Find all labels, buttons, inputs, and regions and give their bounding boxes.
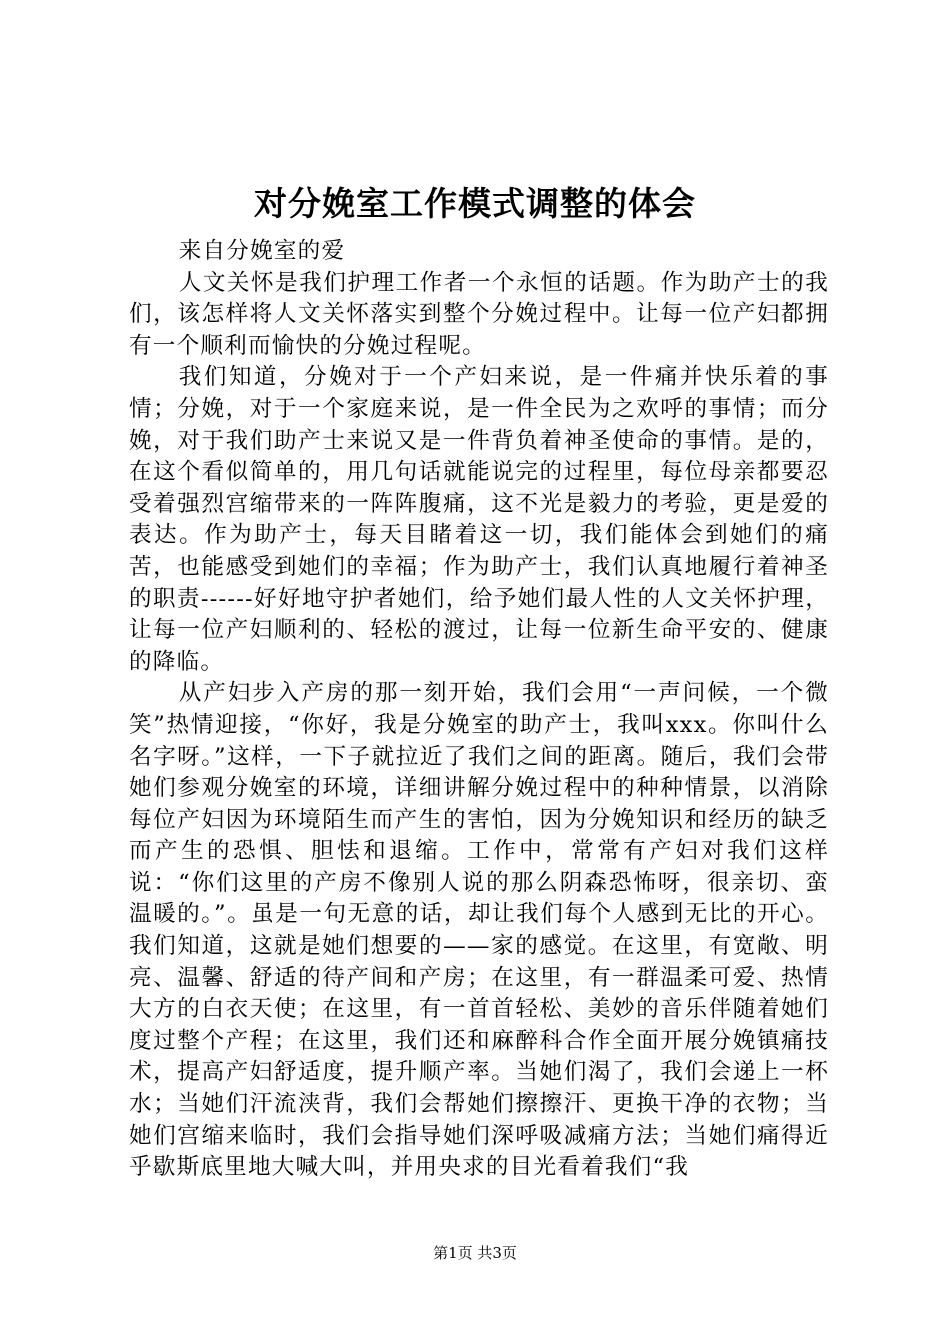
paragraph-3: 从产妇步入产房的那一刻开始，我们会用“一声问候，一个微笑”热情迎接，“你好，我是分娩室的助产士，我叫xxx。你叫什么名字呀。”这样，一下子就拉近了我们之间的距离。随后，我们会带她们参观分娩室的环境，详细讲解分娩过程中的种种情景，以消除每位产妇因为环境陌生而产生的害怕，因为分娩知识和经历的缺乏而产生的恐惧、胆怯和退缩。工作中，常常有产妇对我们这样说：“你们这里的产房不像别人说的那么阴森恐怖呀，很亲切、蛮温暖的。”。虽是一句无意的话，却让我们每个人感到无比的开心。我们知道，这就是她们想要的——家的感觉。在这里，有宽敞、明亮、温馨、舒适的待产间和产房；在这里，有一群温柔可爱、热情大方的白衣天使；在这里，有一首首轻松、美妙的音乐伴随着她们度过整个产程；在这里，我们还和麻醉科合作全面开展分娩镇痛技术，提高产妇舒适度，提升顺产率。当她们渴了，我们会递上一杯水；当她们汗流浃背，我们会帮她们擦擦汗、更换干净的衣物；当她们宫缩来临时，我们会指导她们深呼吸减痛方法；当她们痛得近乎歇斯底里地大喊大叫，并用央求的目光看着我们“我 bbox=[129, 680, 829, 1181]
document-body bbox=[129, 236, 829, 1184]
paragraph-2: 我们知道，分娩对于一个产妇来说，是一件痛并快乐着的事情；分娩，对于一个家庭来说，是一件全民为之欢呼的事情；而分娩，对于我们助产士来说又是一件背负着神圣使命的事情。是的，在这个看似简单的，用几句话就能说完的过程里，每位母亲都要忍受着强烈宫缩带来的一阵阵腹痛，这不光是毅力的考验，更是爱的表达。作为助产士，每天目睹着这一切，我们能体会到她们的痛苦，也能感受到她们的幸福；作为助产士，我们认真地履行着神圣的职责------好好地守护者她们，给予她们最人性的人文关怀护理，让每一位产妇顺利的、轻松的渡过，让每一位新生命平安的、健康的降临。 bbox=[129, 364, 829, 675]
subtitle-line: 来自分娩室的爱 bbox=[178, 238, 346, 264]
page-footer: 第1页 共3页 bbox=[433, 1244, 517, 1262]
document-title: 对分娩室工作模式调整的体会 bbox=[254, 184, 696, 223]
paragraph-1: 人文关怀是我们护理工作者一个永恒的话题。作为助产士的我们，该怎样将人文关怀落实到整个分娩过程中。让每一位产妇都拥有一个顺利而愉快的分娩过程呢。 bbox=[129, 269, 829, 359]
